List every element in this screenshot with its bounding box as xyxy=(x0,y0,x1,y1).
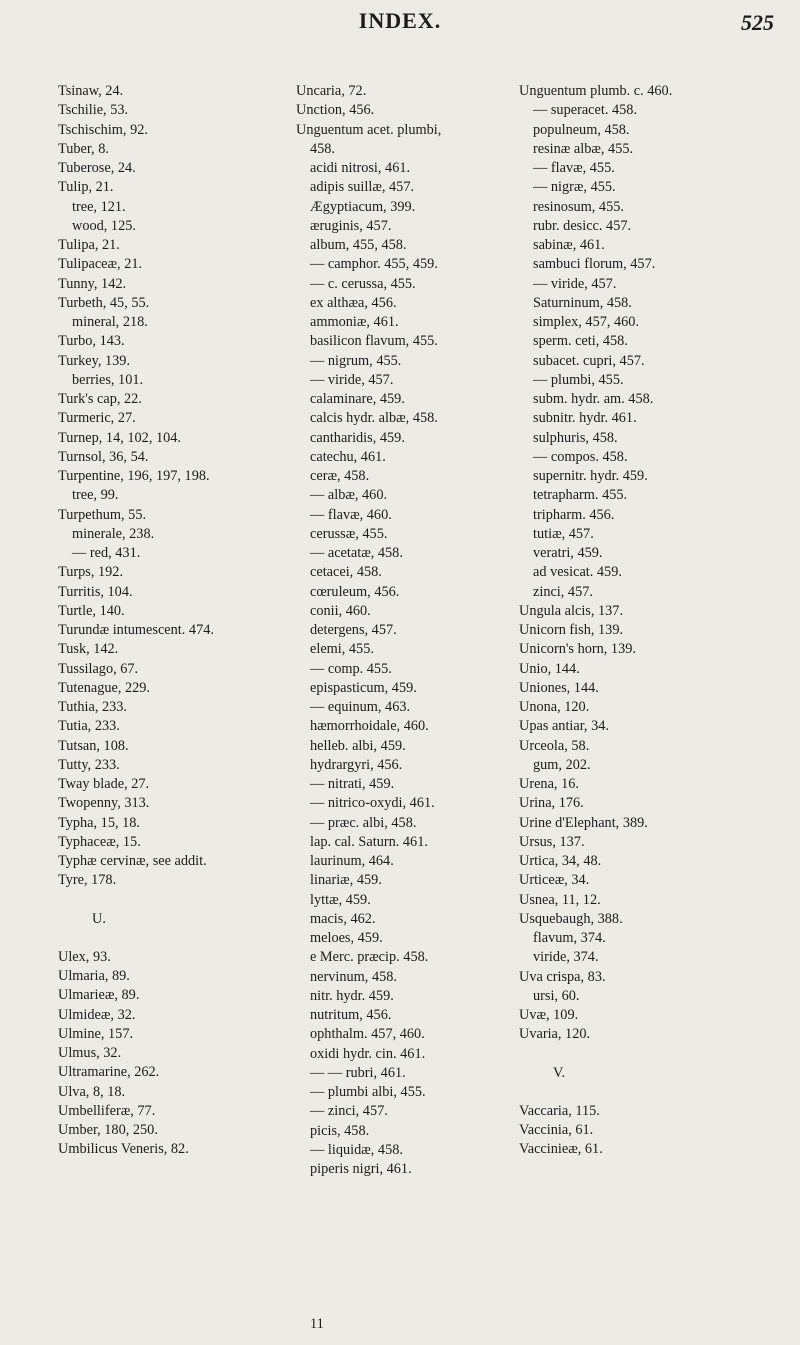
index-subentry: subm. hydr. am. 458. xyxy=(533,391,654,407)
index-entry: Turundæ intumescent. 474. xyxy=(58,622,214,638)
index-entry: Ulex, 93. xyxy=(58,948,111,965)
index-subentry: detergens, 457. xyxy=(310,622,397,638)
index-entry: Umbilicus Veneris, 82. xyxy=(58,1141,189,1158)
index-subentry: calaminare, 459. xyxy=(310,391,405,407)
index-entry: Turnep, 14, 102, 104. xyxy=(58,429,181,446)
index-subentry: tree, 99. xyxy=(72,487,119,504)
index-entry: Turbo, 143. xyxy=(58,333,125,350)
index-entry: Vaccinieæ, 61. xyxy=(519,1141,603,1158)
index-subentry: 458. xyxy=(310,140,336,157)
index-entry: Upas antiar, 34. xyxy=(519,718,609,735)
index-entry: Turps, 192. xyxy=(58,564,124,581)
index-column-3 xyxy=(519,82,672,1160)
index-subentry: sulphuris, 458. xyxy=(533,429,618,446)
index-entry: Unguentum plumb. c. 460. xyxy=(519,83,673,99)
index-entry: Ulmideæ, 32. xyxy=(58,1006,136,1023)
index-subentry: — viride, 457. xyxy=(533,275,617,292)
index-subentry: subnitr. hydr. 461. xyxy=(533,410,637,427)
index-subentry: — albæ, 460. xyxy=(310,487,388,504)
index-subentry: mineral, 218. xyxy=(72,314,148,330)
index-column-1 xyxy=(58,82,214,1160)
index-entry: Urena, 16. xyxy=(519,776,579,792)
index-entry: Uncaria, 72. xyxy=(296,83,367,99)
index-subentry: æruginis, 457. xyxy=(310,217,392,234)
index-entry: Ulmaria, 89. xyxy=(58,968,130,984)
index-subentry: sperm. ceti, 458. xyxy=(533,333,628,350)
index-entry: Tschischim, 92. xyxy=(58,121,148,138)
index-subentry: — compos. 458. xyxy=(533,448,628,465)
index-entry: Turkey, 139. xyxy=(58,352,131,369)
index-subentry: piperis nigri, 461. xyxy=(310,1161,412,1177)
index-subentry: ad vesicat. 459. xyxy=(533,564,622,581)
signature-mark: 11 xyxy=(310,1316,324,1332)
index-subentry: basilicon flavum, 455. xyxy=(310,333,438,350)
index-subentry: berries, 101. xyxy=(72,371,144,388)
index-subentry: picis, 458. xyxy=(310,1122,370,1139)
index-entry: Turk's cap, 22. xyxy=(58,391,142,407)
index-entry: Unona, 120. xyxy=(519,699,590,715)
index-entry: Vaccinia, 61. xyxy=(519,1122,594,1138)
index-subentry: tetrapharm. 455. xyxy=(533,487,628,504)
index-column-2 xyxy=(296,82,441,1179)
index-subentry: tripharm. 456. xyxy=(533,506,615,523)
index-subentry: viride, 374. xyxy=(533,949,599,966)
page-title: INDEX. xyxy=(358,8,442,33)
index-subentry: supernitr. hydr. 459. xyxy=(533,468,648,484)
index-entry: Uniones, 144. xyxy=(519,679,599,696)
index-entry: Umber, 180, 250. xyxy=(58,1122,158,1138)
index-subentry: populneum, 458. xyxy=(533,121,630,138)
index-entry: Urtica, 34, 48. xyxy=(519,853,602,869)
index-entry: Tulipaceæ, 21. xyxy=(58,256,143,273)
index-subentry: adipis suillæ, 457. xyxy=(310,179,415,196)
index-entry: Turpethum, 55. xyxy=(58,506,147,523)
index-subentry: e Merc. præcip. 458. xyxy=(310,949,429,966)
index-entry: Uva crispa, 83. xyxy=(519,968,606,985)
index-entry: Tsinaw, 24. xyxy=(58,83,124,99)
section-heading: U. xyxy=(92,910,106,927)
index-entry: Tulip, 21. xyxy=(58,179,114,196)
index-entry: Urine d'Elephant, 389. xyxy=(519,814,648,831)
index-entry: Usnea, 11, 12. xyxy=(519,891,601,908)
index-entry: Unicorn fish, 139. xyxy=(519,622,624,638)
index-subentry: hæmorrhoidale, 460. xyxy=(310,718,429,735)
page-header xyxy=(0,0,800,50)
index-entry: Ulmine, 157. xyxy=(58,1025,134,1042)
index-subentry: conii, 460. xyxy=(310,602,371,619)
page-number: 525 xyxy=(741,10,774,35)
index-subentry: minerale, 238. xyxy=(72,525,155,542)
index-entry: Tway blade, 27. xyxy=(58,776,150,792)
index-entry: Tuthia, 233. xyxy=(58,699,127,715)
index-subentry: resinosum, 455. xyxy=(533,198,624,215)
index-subentry: macis, 462. xyxy=(310,910,376,927)
index-entry: Tuber, 8. xyxy=(58,140,109,157)
index-entry: Turtle, 140. xyxy=(58,602,125,619)
index-subentry: — red, 431. xyxy=(72,545,141,561)
index-subentry: lyttæ, 459. xyxy=(310,891,371,908)
index-subentry: — plumbi albi, 455. xyxy=(310,1084,426,1100)
index-subentry: rubr. desicc. 457. xyxy=(533,217,632,234)
index-entry: Unguentum acet. plumbi, xyxy=(296,121,442,138)
index-subentry: — equinum, 463. xyxy=(310,699,411,715)
index-subentry: calcis hydr. albæ, 458. xyxy=(310,410,438,427)
index-subentry: — nitrati, 459. xyxy=(310,776,395,792)
index-subentry: — nigræ, 455. xyxy=(533,179,616,196)
index-subentry: zinci, 457. xyxy=(533,583,593,600)
index-subentry: gum, 202. xyxy=(533,756,591,773)
index-subentry: — nigrum, 455. xyxy=(310,352,402,369)
index-subentry: — comp. 455. xyxy=(310,660,392,677)
section-heading: V. xyxy=(553,1064,566,1081)
index-entry: Turmeric, 27. xyxy=(58,410,136,427)
index-entry: Tusk, 142. xyxy=(58,641,119,658)
index-entry: Tutsan, 108. xyxy=(58,737,129,754)
index-subentry: hydrargyri, 456. xyxy=(310,756,403,773)
index-subentry: — viride, 457. xyxy=(310,371,394,388)
index-entry: Turbeth, 45, 55. xyxy=(58,294,150,311)
index-subentry: tree, 121. xyxy=(72,198,126,215)
index-subentry: cœruleum, 456. xyxy=(310,583,400,600)
index-subentry: — flavæ, 460. xyxy=(310,506,392,523)
index-entry: Tulipa, 21. xyxy=(58,237,120,253)
index-subentry: ophthalm. 457, 460. xyxy=(310,1026,425,1043)
index-entry: Uvæ, 109. xyxy=(519,1007,579,1023)
index-subentry: laurinum, 464. xyxy=(310,853,394,869)
index-subentry: epispasticum, 459. xyxy=(310,679,417,696)
index-subentry: simplex, 457, 460. xyxy=(533,314,640,330)
index-subentry: — — rubri, 461. xyxy=(310,1064,406,1081)
index-subentry: lap. cal. Saturn. 461. xyxy=(310,833,428,850)
index-subentry: — camphor. 455, 459. xyxy=(310,256,438,273)
index-subentry: — acetatæ, 458. xyxy=(310,545,403,561)
index-subentry: catechu, 461. xyxy=(310,448,386,465)
index-entry: Ulmus, 32. xyxy=(58,1045,122,1061)
index-subentry: nitr. hydr. 459. xyxy=(310,987,394,1004)
index-subentry: ursi, 60. xyxy=(533,987,580,1004)
index-entry: Unicorn's horn, 139. xyxy=(519,641,636,658)
index-entry: Vaccaria, 115. xyxy=(519,1102,600,1119)
index-subentry: sambuci florum, 457. xyxy=(533,256,656,273)
index-subentry: — plumbi, 455. xyxy=(533,371,624,388)
index-entry: Unction, 456. xyxy=(296,102,375,119)
index-subentry: oxidi hydr. cin. 461. xyxy=(310,1045,426,1062)
index-subentry: elemi, 455. xyxy=(310,641,374,658)
index-entry: Tutty, 233. xyxy=(58,756,120,773)
index-entry: Typha, 15, 18. xyxy=(58,814,140,831)
index-entry: Typhæ cervinæ, see addit. xyxy=(58,853,207,869)
index-subentry: cantharidis, 459. xyxy=(310,429,405,446)
index-subentry: — superacet. 458. xyxy=(533,102,638,119)
index-entry: Tussilago, 67. xyxy=(58,660,139,677)
index-subentry: ammoniæ, 461. xyxy=(310,314,399,330)
index-subentry: — liquidæ, 458. xyxy=(310,1141,403,1158)
index-entry: Tyre, 178. xyxy=(58,872,117,889)
index-subentry: — flavæ, 455. xyxy=(533,160,615,176)
index-entry: Ultramarine, 262. xyxy=(58,1064,160,1081)
index-subentry: meloes, 459. xyxy=(310,930,383,946)
index-subentry: ex althæa, 456. xyxy=(310,294,397,311)
index-subentry: cetacei, 458. xyxy=(310,564,382,581)
index-subentry: veratri, 459. xyxy=(533,545,603,561)
index-entry: Ungula alcis, 137. xyxy=(519,602,624,619)
index-subentry: nutritum, 456. xyxy=(310,1007,392,1023)
index-entry: Tschilie, 53. xyxy=(58,102,129,119)
index-entry: Turritis, 104. xyxy=(58,583,133,600)
index-entry: Tuberose, 24. xyxy=(58,160,136,176)
index-subentry: nervinum, 458. xyxy=(310,968,397,985)
index-subentry: — zinci, 457. xyxy=(310,1103,388,1120)
index-subentry: acidi nitrosi, 461. xyxy=(310,160,411,176)
index-entry: Urceola, 58. xyxy=(519,737,590,754)
index-entry: Umbelliferæ, 77. xyxy=(58,1102,156,1119)
index-subentry: — nitrico-oxydi, 461. xyxy=(310,795,435,812)
index-subentry: ceræ, 458. xyxy=(310,468,370,484)
index-entry: Urticeæ, 34. xyxy=(519,872,590,889)
index-entry: Uvaria, 120. xyxy=(519,1026,591,1043)
index-entry: Urina, 176. xyxy=(519,795,584,812)
index-entry: Ulva, 8, 18. xyxy=(58,1083,126,1100)
index-entry: Tutia, 233. xyxy=(58,718,120,735)
index-subentry: tutiæ, 457. xyxy=(533,525,594,542)
index-entry: Usquebaugh, 388. xyxy=(519,910,623,927)
index-subentry: cerussæ, 455. xyxy=(310,525,388,542)
index-entry: Tutenague, 229. xyxy=(58,679,151,696)
index-subentry: linariæ, 459. xyxy=(310,872,382,889)
index-entry: Unio, 144. xyxy=(519,660,580,677)
index-entry: Tunny, 142. xyxy=(58,275,127,292)
index-entry: Ursus, 137. xyxy=(519,833,585,850)
index-entry: Turnsol, 36, 54. xyxy=(58,448,149,465)
index-subentry: album, 455, 458. xyxy=(310,237,407,253)
index-subentry: Ægyptiacum, 399. xyxy=(310,198,416,215)
index-subentry: Saturninum, 458. xyxy=(533,294,632,311)
index-entry: Twopenny, 313. xyxy=(58,795,150,812)
index-subentry: — c. cerussa, 455. xyxy=(310,275,416,292)
index-subentry: sabinæ, 461. xyxy=(533,237,605,253)
index-subentry: resinæ albæ, 455. xyxy=(533,140,634,157)
index-subentry: subacet. cupri, 457. xyxy=(533,352,645,369)
index-entry: Ulmarieæ, 89. xyxy=(58,987,140,1004)
index-entry: Typhaceæ, 15. xyxy=(58,833,141,850)
index-subentry: helleb. albi, 459. xyxy=(310,737,406,754)
index-subentry: flavum, 374. xyxy=(533,930,606,946)
index-subentry: — præc. albi, 458. xyxy=(310,814,417,831)
index-subentry: wood, 125. xyxy=(72,217,136,234)
index-entry: Turpentine, 196, 197, 198. xyxy=(58,468,210,484)
